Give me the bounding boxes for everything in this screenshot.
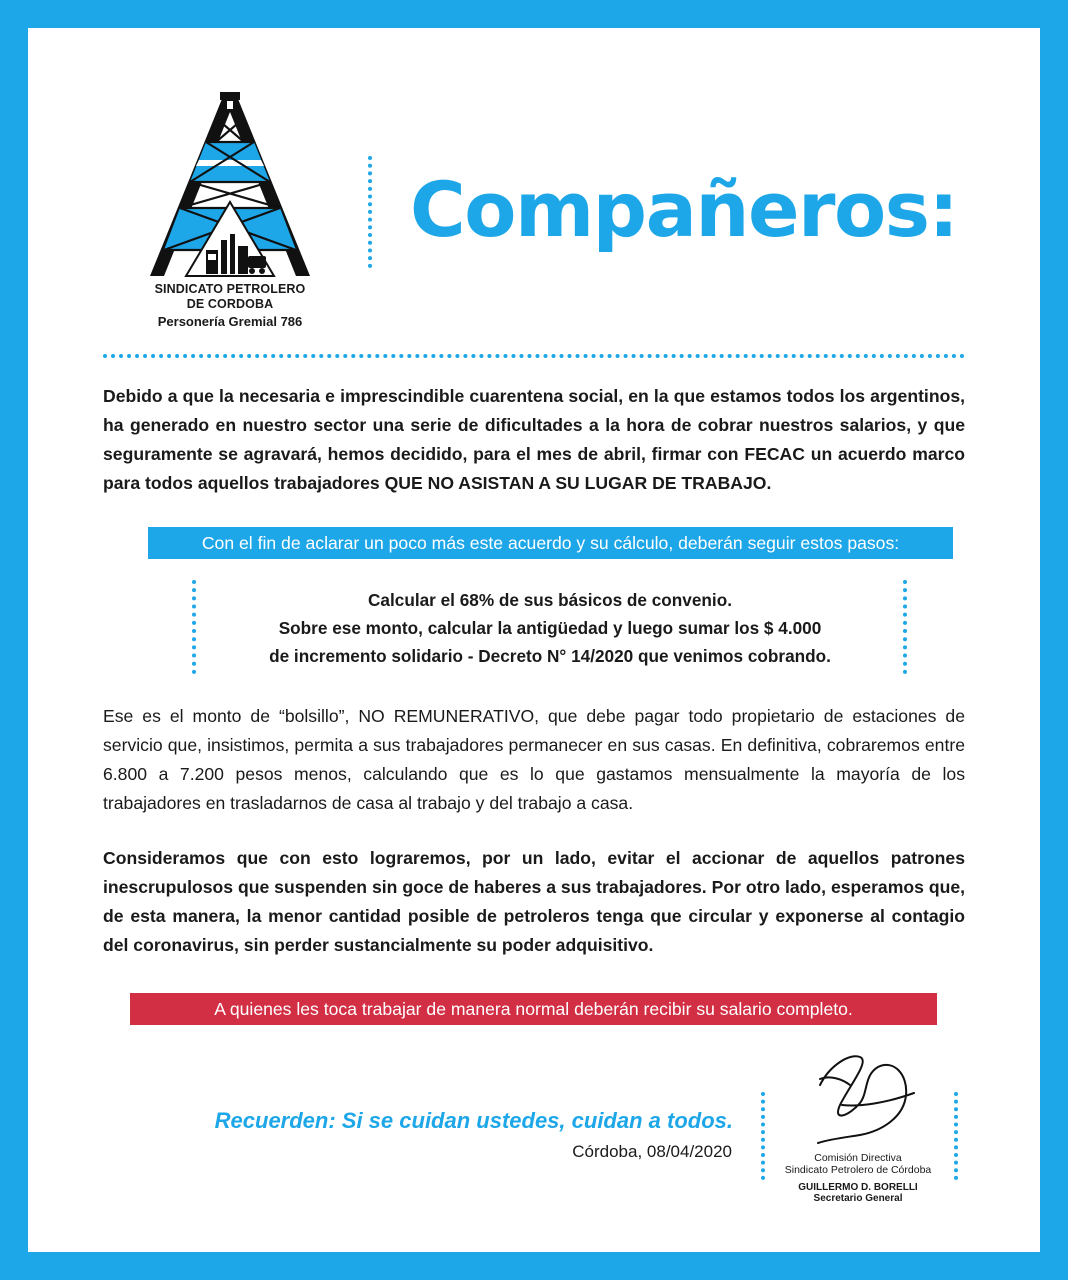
step-line: de incremento solidario - Decreto N° 14/2020 que venimos cobrando. — [269, 646, 831, 666]
closing-paragraph: Consideramos que con esto lograremos, por un lado, evitar el accionar de aquellos patrones inescrupulosos que suspenden sin goce de haberes a sus trabajadores. Por otro lado, esperamos que, de esta manera, la menor cantidad posible de petroleros tenga que circular y exponerse al contagio del coronavirus, sin perder sustancialmente su poder adquisitivo. — [103, 848, 965, 955]
union-logo — [146, 90, 314, 330]
signature-left-dots — [761, 1092, 765, 1180]
handwritten-signature — [790, 1045, 930, 1155]
slogan: Recuerden: Si se cuidan ustedes, cuidan a todos. — [214, 1108, 733, 1133]
steps-right-dots — [903, 580, 907, 674]
logo-line-1: SINDICATO PETROLERO — [154, 282, 306, 296]
signature-org-line — [770, 1152, 946, 1176]
header-dotted-rule — [103, 354, 965, 358]
signature-right-dots — [954, 1092, 958, 1180]
signature-person — [770, 1182, 946, 1204]
step-line: Calcular el 68% de sus básicos de convenio. — [368, 590, 732, 610]
steps-list — [210, 586, 890, 670]
page-title: Compañeros: — [410, 165, 958, 254]
intro-text: Debido a que la necesaria e imprescindible cuarentena social, en la que estamos todos los argentinos, ha generado en nuestro sector una serie de dificultades a la hora de cobrar nuestros salarios, y que seguramente se agravará, hemos decidido, para el mes de abril, firmar con FECAC un acuerdo marco para todos aquellos trabajadores — [103, 386, 965, 493]
signatory-role: Secretario General — [813, 1193, 903, 1204]
oil-derrick-icon — [146, 90, 314, 280]
steps-banner: Con el fin de aclarar un poco más este acuerdo y su cálculo, deberán seguir estos pasos: — [148, 527, 953, 559]
signature-line-1: Comisión Directiva — [814, 1152, 902, 1164]
logo-line-3: Personería Gremial 786 — [157, 314, 303, 329]
steps-left-dots — [192, 580, 196, 674]
explanation-paragraph: Ese es el monto de “bolsillo”, NO REMUNERATIVO, que debe pagar todo propietario de estaciones de servicio que, insistimos, permita a sus trabajadores permanecer en sus casas. En definitiva, cobraremos entre 6.800 a 7.200 pesos menos, calculando que es lo que gastamos mensualmente la mayoría de los trabajadores en trasladarnos de casa al trabajo y del trabajo a casa. — [103, 706, 965, 813]
header-dotted-divider — [368, 156, 372, 268]
step-line: Sobre ese monto, calcular la antigüedad y luego sumar los $ 4.000 — [278, 618, 822, 638]
signature-line-2: Sindicato Petrolero de Córdoba — [784, 1164, 932, 1176]
date: Córdoba, 08/04/2020 — [572, 1142, 732, 1161]
intro-paragraph — [103, 382, 965, 498]
alert-banner: A quienes les toca trabajar de manera normal deberán recibir su salario completo. — [130, 993, 937, 1025]
logo-line-2: DE CORDOBA — [186, 297, 274, 311]
signatory-name: GUILLERMO D. BORELLI — [798, 1182, 918, 1193]
intro-emphasis: QUE NO ASISTAN A SU LUGAR DE TRABAJO. — [384, 473, 772, 493]
